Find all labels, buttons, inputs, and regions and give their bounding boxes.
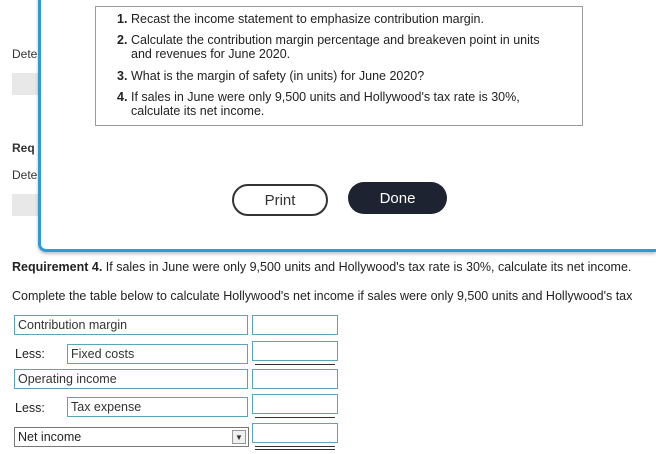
chevron-down-icon[interactable]: ▼ <box>232 430 246 444</box>
bg-label-determine: Dete <box>12 47 38 61</box>
instruction-number: 3. <box>117 69 128 83</box>
requirement-title <box>12 260 631 274</box>
instruction-number: 2. <box>117 33 128 47</box>
row-label-operating-income: Operating income <box>14 369 248 389</box>
double-underline-bottom <box>255 449 335 450</box>
double-underline-top <box>255 446 335 447</box>
contribution-margin-input[interactable] <box>252 315 338 335</box>
requirement-number: Requirement 4. <box>12 260 103 274</box>
instruction-text: Recast the income statement to emphasize contribution margin. <box>131 12 484 26</box>
row-label-tax-expense: Tax expense <box>67 397 248 417</box>
instruction-number: 4. <box>117 90 128 104</box>
instruction-text: If sales in June were only 9,500 units and Hollywood's tax rate is 30%, calculate its net income. <box>131 90 520 118</box>
less-label: Less: <box>15 347 45 361</box>
requirement-text: If sales in June were only 9,500 units and Hollywood's tax rate is 30%, calculate its net income. <box>102 260 632 274</box>
row-label-contribution-margin: Contribution margin <box>14 315 248 335</box>
operating-income-input[interactable] <box>252 369 338 389</box>
instruction-text: Calculate the contribution margin percentage and breakeven point in units and revenues for June 2020. <box>131 33 540 61</box>
requirements-modal <box>38 0 656 252</box>
table-instruction: Complete the table below to calculate Hollywood's net income if sales were only 9,500 units and Hollywood's tax <box>12 289 633 303</box>
less-label: Less: <box>15 401 45 415</box>
print-button[interactable]: Print <box>232 184 328 216</box>
bg-label-determine-2: Dete <box>12 168 38 182</box>
net-income-select[interactable] <box>14 427 249 447</box>
row-label-fixed-costs: Fixed costs <box>67 344 248 364</box>
instruction-text: What is the margin of safety (in units) for June 2020? <box>131 69 425 83</box>
tax-expense-input[interactable] <box>252 394 338 414</box>
instructions-box <box>95 6 583 126</box>
subtotal-underline <box>255 417 335 418</box>
instruction-number: 1. <box>117 12 128 26</box>
fixed-costs-input[interactable] <box>252 341 338 361</box>
net-income-selected-value: Net income <box>18 430 82 444</box>
net-income-input[interactable] <box>252 423 338 443</box>
subtotal-underline <box>255 364 335 365</box>
done-button[interactable]: Done <box>348 182 447 214</box>
bg-label-requirement: Req <box>12 141 35 155</box>
